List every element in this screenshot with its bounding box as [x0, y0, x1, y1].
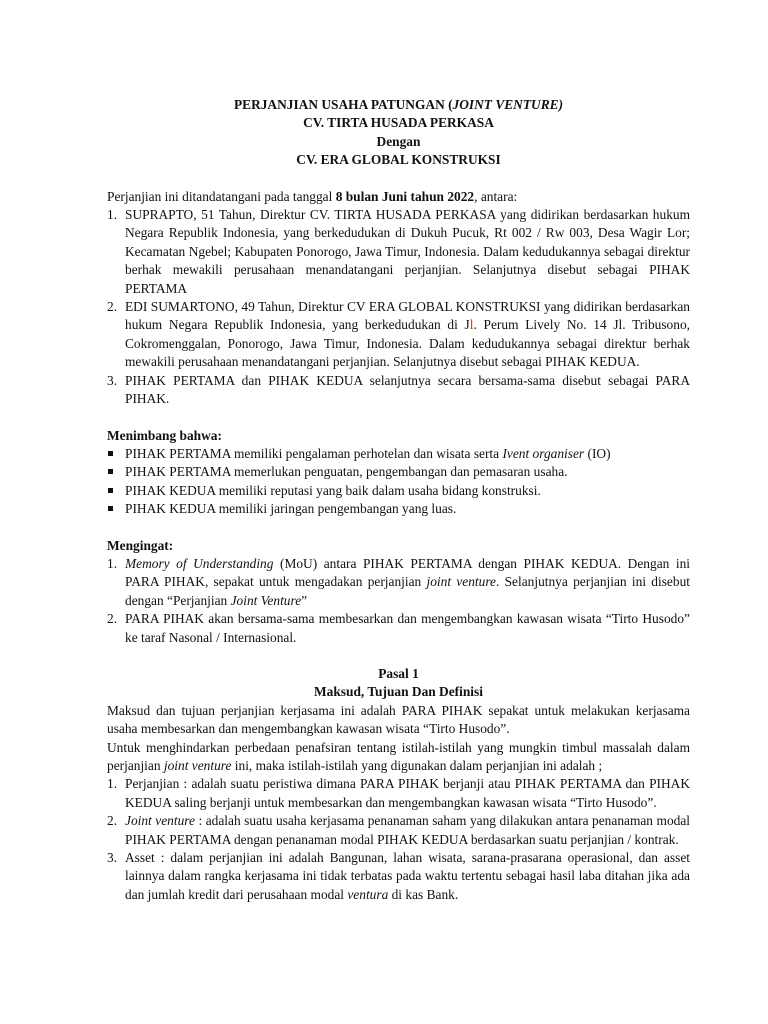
list-item: 2. PARA PIHAK akan bersama-sama membesarkan dan mengembangkan kawasan wisata “Tirto Husodo” ke taraf Nasonal / Internasional.: [107, 611, 690, 645]
parties-list: [107, 206, 690, 408]
pasal-title: Pasal 1: [378, 665, 419, 681]
pasal-subtitle: Maksud, Tujuan Dan Definisi: [314, 684, 483, 700]
list-item: 1. Perjanjian : adalah suatu peristiwa dimana PARA PIHAK berjanji atau PIHAK PERTAMA dan PIHAK KEDUA saling berjanji untuk membesarkan dan mengembangkan kawasan wisata “Tirto Husodo”.: [107, 776, 690, 810]
title-line-4: CV. ERA GLOBAL KONSTRUKSI: [296, 152, 501, 168]
list-item: 3. Asset : dalam perjanjian ini adalah Bangunan, lahan wisata, sarana-prasarana operasional, dan asset lainnya dalam rangka kerjasama ini tidak terbatas pada waktu tertentu sebagai hasil laba ditahan jika ada dan jumlah kredit dari perusahaan modal ventura di kas Bank.: [107, 850, 690, 902]
list-item: PIHAK KEDUA memiliki jaringan pengembangan yang luas.: [107, 500, 690, 518]
pasal-paragraph-1: Maksud dan tujuan perjanjian kerjasama ini adalah PARA PIHAK sepakat untuk melakukan kerjasama usaha membesarkan dan mengembangkan kawasan wisata “Tirto Husodo”.: [107, 702, 690, 737]
title-line-1: PERJANJIAN USAHA PATUNGAN (JOINT VENTURE): [233, 97, 564, 112]
menimbang-heading: Menimbang bahwa:: [107, 427, 222, 443]
document-title: [107, 96, 690, 170]
intro-paragraph: Perjanjian ini ditandatangani pada tanggal 8 bulan Juni tahun 2022, antara:: [107, 188, 518, 204]
list-item: PIHAK KEDUA memiliki reputasi yang baik dalam usaha bidang konstruksi.: [107, 482, 690, 500]
title-line-2: CV. TIRTA HUSADA PERKASA: [303, 115, 494, 131]
bullet-icon: [108, 451, 113, 456]
list-item: 2. EDI SUMARTONO, 49 Tahun, Direktur CV ERA GLOBAL KONSTRUKSI yang didirikan berdasarkan hukum Negara Republik Indonesia, yang berkedudukan di Jl. Perum Lively No. 14 Jl. Tribusono, Cokromenggalan, Ponorogo, Jawa Timur, Indonesia. Dalam kedudukannya sebagai direktur berhak mewakili perusahaan menandatangani perjanjian. Selanjutnya disebut sebagai PIHAK KEDUA.: [107, 299, 690, 370]
bullet-icon: [108, 506, 113, 511]
mengingat-list: [107, 555, 690, 647]
menimbang-section: [107, 427, 690, 519]
list-item: PIHAK PERTAMA memerlukan penguatan, pengembangan dan pemasaran usaha.: [107, 463, 690, 481]
document-page: [107, 96, 690, 904]
list-item: 2. Joint venture : adalah suatu usaha kerjasama penanaman saham yang dilakukan antara penanaman modal PIHAK PERTAMA dengan penanaman modal PIHAK KEDUA berdasarkan suatu perjanjian / kontrak.: [107, 813, 690, 847]
menimbang-list: [107, 445, 690, 519]
list-item: 1. SUPRAPTO, 51 Tahun, Direktur CV. TIRTA HUSADA PERKASA yang didirikan berdasarkan hukum Negara Republik Indonesia, yang berkedudukan di Dukuh Pucuk, Rt 002 / Rw 003, Desa Wagir Lor; Kecamatan Ngebel; Kabupaten Ponorogo, Jawa Timur, Indonesia. Dalam kedudukannya sebagai direktur berhak mewakili perusahaan menandatangani perjanjian. Selanjutnya disebut sebagai PIHAK PERTAMA: [107, 207, 690, 296]
mengingat-section: [107, 537, 690, 647]
pasal-1-section: [107, 665, 690, 904]
bullet-icon: [108, 488, 113, 493]
list-item: 3. PIHAK PERTAMA dan PIHAK KEDUA selanjutnya secara bersama-sama disebut sebagai PARA PIHAK.: [107, 372, 690, 407]
list-item: 1. Memory of Understanding (MoU) antara PIHAK PERTAMA dengan PIHAK KEDUA. Dengan ini PARA PIHAK, sepakat untuk mengadakan perjanjian joint venture. Selanjutnya perjanjian ini disebut dengan “Perjanjian Joint Venture”: [107, 555, 690, 608]
pasal-paragraph-2: Untuk menghindarkan perbedaan penafsiran tentang istilah-istilah yang mungkin timbul massalah dalam perjanjian joint venture ini, maka istilah-istilah yang digunakan dalam perjanjian ini adalah ;: [107, 739, 690, 773]
bullet-icon: [108, 469, 113, 474]
mengingat-heading: Mengingat:: [107, 537, 174, 553]
definitions-list: [107, 775, 690, 904]
title-line-3: Dengan: [376, 133, 421, 149]
list-item: PIHAK PERTAMA memiliki pengalaman perhotelan dan wisata serta Ivent organiser (IO): [107, 445, 690, 463]
